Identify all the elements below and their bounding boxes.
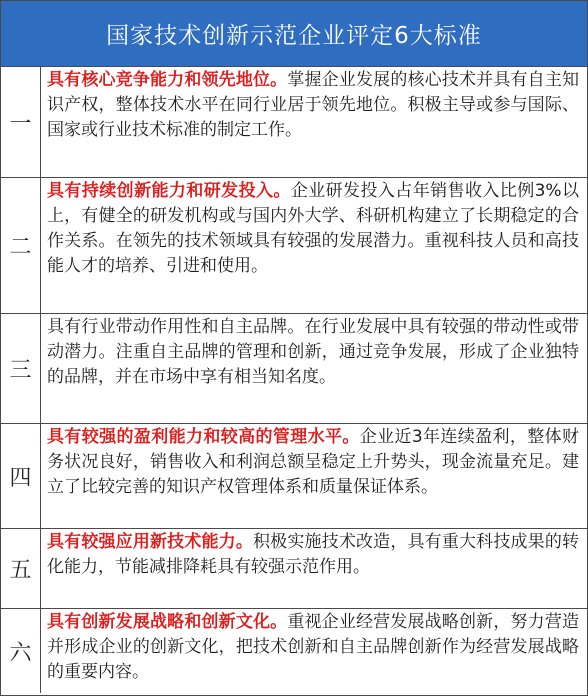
row-number: 四 — [1, 424, 41, 528]
row-content — [41, 178, 587, 313]
table-row — [1, 314, 587, 424]
row-content — [41, 314, 587, 423]
row-body: 积极实施技术改造，具有重大科技成果的转化能力，节能减排降耗具有较强示范作用。 — [47, 532, 579, 577]
table-title: 国家技术创新示范企业评定6大标准 — [1, 1, 587, 67]
row-body: 掌握企业发展的核心技术并具有自主知识产权，整体技术水平在同行业居于领先地位。积极主导或参与国际、国家或行业技术标准的制定工作。 — [47, 70, 580, 140]
row-content — [41, 609, 587, 693]
table-row — [1, 178, 587, 314]
row-content — [41, 529, 587, 608]
table-row — [1, 424, 587, 529]
table-row — [1, 529, 587, 609]
row-body: 重视企业经营发展战略创新，努力营造并形成企业的创新文化，把技术创新和自主品牌创新作为经营发展战略的重要内容。 — [47, 612, 580, 682]
table-row — [1, 609, 587, 693]
row-highlight: 具有较强的盈利能力和较高的管理水平。 — [47, 427, 360, 447]
row-body: 企业研发投入占年销售收入比例3%以上，有健全的研发机构或与国内外大学、科研机构建立了长期稳定的合作关系。在领先的技术领域具有较强的发展潜力。重视科技人员和高技能人才的培养、引进和使用。 — [47, 181, 580, 276]
row-highlight: 具有持续创新能力和研发投入。 — [47, 181, 291, 201]
table-row — [1, 67, 587, 178]
row-content — [41, 67, 587, 177]
row-content — [41, 424, 587, 528]
row-highlight: 具有创新发展战略和创新文化。 — [47, 612, 288, 632]
row-number: 六 — [1, 609, 41, 693]
row-number: 五 — [1, 529, 41, 608]
row-highlight: 具有核心竞争能力和领先地位。 — [47, 70, 288, 90]
row-number: 三 — [1, 314, 41, 423]
row-highlight: 具有较强应用新技术能力。 — [47, 532, 253, 552]
row-body: 企业近3年连续盈利，整体财务状况良好，销售收入和利润总额呈稳定上升势头，现金流量充足。建立了比较完善的知识产权管理体系和质量保证体系。 — [47, 427, 579, 497]
row-number: 一 — [1, 67, 41, 177]
row-body: 具有行业带动作用性和自主品牌。在行业发展中具有较强的带动性或带动潜力。注重自主品牌的管理和创新，通过竞争发展，形成了企业独特的品牌，并在市场中享有相当知名度。 — [47, 317, 579, 387]
row-number: 二 — [1, 178, 41, 313]
